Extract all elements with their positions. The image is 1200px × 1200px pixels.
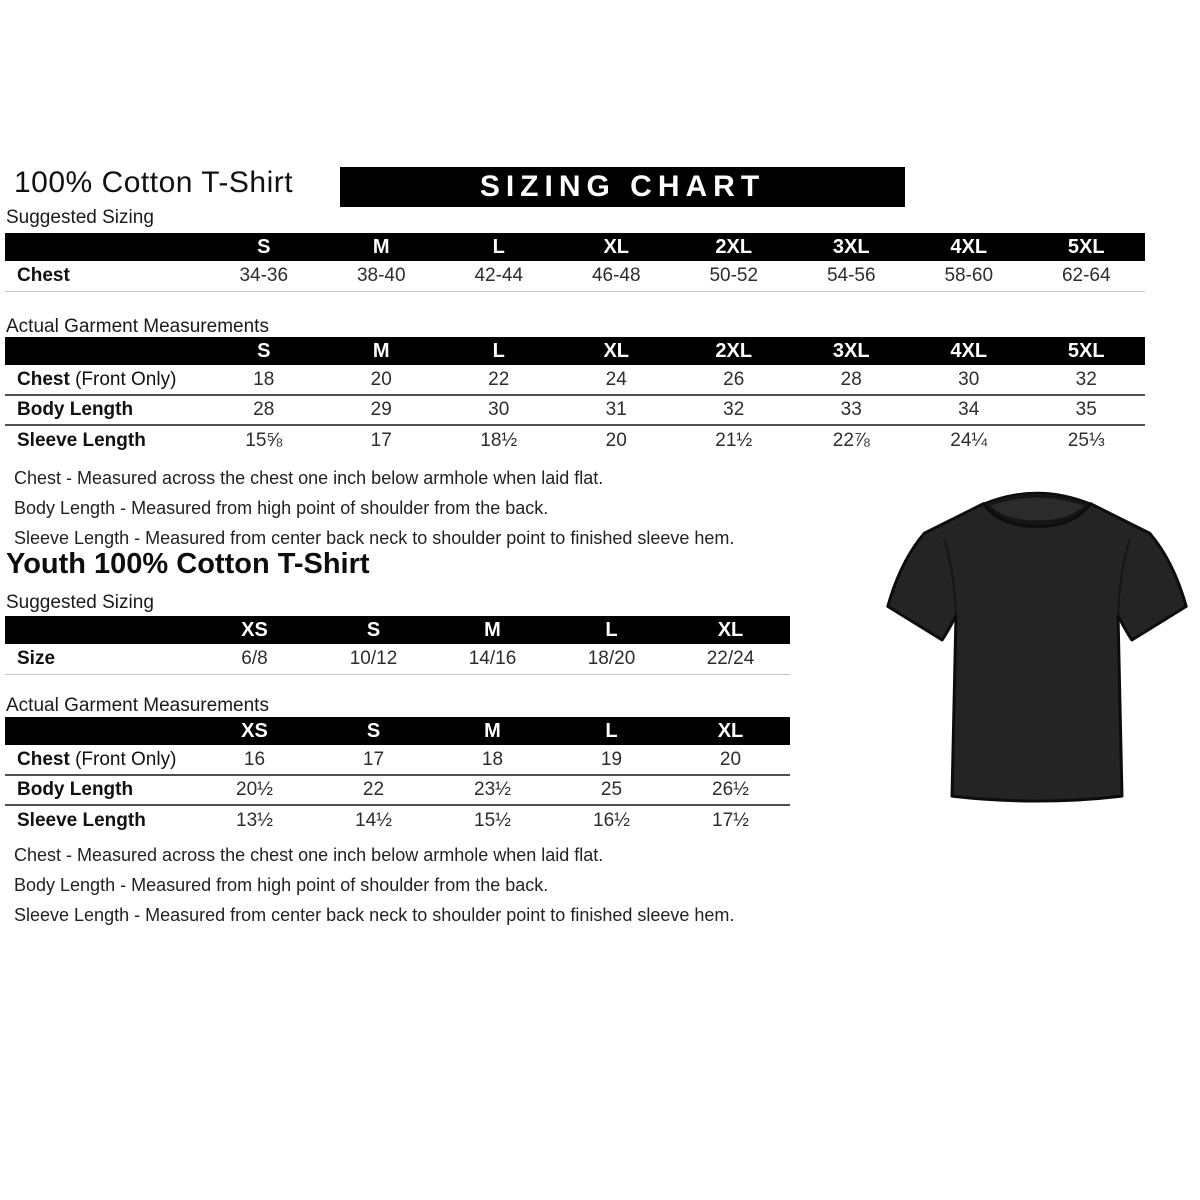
measurement-value: 25 [552,775,671,805]
size-column-header: XL [717,719,744,742]
size-column-header: L [492,235,505,258]
size-column-header: XL [603,235,630,258]
measurement-value: 18 [253,368,275,390]
youth-actual-measurements-table [5,717,790,835]
black-tshirt-photo [878,470,1196,806]
measurement-note: Chest - Measured across the chest one inch below armhole when laid flat. [14,845,604,865]
measurement-value: 20 [370,368,392,390]
youth-suggested-sizing-table [5,616,790,675]
size-column-header: 3XL [832,235,870,258]
youth-page-title: Youth 100% Cotton T-Shirt [6,548,370,580]
size-column-header: S [366,618,381,641]
size-column-header: XL [717,618,744,641]
measurement-note: Sleeve Length - Measured from center back neck to shoulder point to finished sleeve hem. [14,905,735,925]
measurement-value: 15⅝ [205,425,323,455]
size-column-header: S [257,339,271,362]
table-row [5,261,1145,291]
adult-measurement-notes [14,463,814,553]
row-label: Sleeve Length [5,805,195,835]
size-column-header: L [605,618,618,641]
measurement-value: 38-40 [323,261,441,291]
size-table-corner [5,717,195,745]
measurement-value: 15½ [433,805,552,835]
measurement-note: Chest - Measured across the chest one inch below armhole when laid flat. [14,468,604,488]
row-label: Chest (Front Only) [17,368,177,390]
measurement-value: 62-64 [1028,261,1146,291]
measurement-value: 24 [605,368,627,390]
size-column-header: 5XL [1067,235,1105,258]
measurement-value: 26½ [671,775,790,805]
size-table-corner [5,337,205,365]
size-column-header: L [605,719,618,742]
size-column-header: XS [241,719,268,742]
size-header-row [5,717,790,745]
table-row [5,644,790,674]
measurement-value: 14/16 [433,644,552,674]
measurement-value: 14½ [314,805,433,835]
measurement-value: 13½ [195,805,314,835]
size-header-row [5,337,1145,365]
table-row [5,395,1145,425]
measurement-value: 20 [719,748,742,770]
table-row [5,775,790,805]
size-column-header: 4XL [950,339,988,362]
size-column-header: XL [603,339,630,362]
measurement-value: 17½ [671,805,790,835]
measurement-value: 34-36 [205,261,323,291]
measurement-value: 16½ [552,805,671,835]
table-row [5,745,790,775]
measurement-value: 30 [440,395,558,425]
measurement-value: 18/20 [552,644,671,674]
table-row [5,425,1145,455]
measurement-value: 32 [675,395,793,425]
measurement-value: 28 [205,395,323,425]
size-column-header: 2XL [715,339,753,362]
row-label: Chest (Front Only) [17,748,177,770]
measurement-value: 18 [481,748,504,770]
measurement-value: 10/12 [314,644,433,674]
youth-measurement-notes [14,840,814,930]
size-column-header: 4XL [950,235,988,258]
measurement-value: 16 [243,748,266,770]
youth-actual-measurements-label: Actual Garment Measurements [6,695,269,716]
adult-suggested-sizing-table [5,233,1145,292]
size-header-row [5,233,1145,261]
measurement-value: 42-44 [440,261,558,291]
measurement-value: 20 [558,425,676,455]
size-column-header: 5XL [1067,339,1105,362]
measurement-value: 6/8 [195,644,314,674]
measurement-value: 23½ [433,775,552,805]
measurement-value: 22⅞ [793,425,911,455]
table-row [5,805,790,835]
measurement-value: 17 [323,425,441,455]
table-row [5,365,1145,395]
measurement-value: 20½ [195,775,314,805]
row-label: Body Length [5,395,205,425]
row-label: Sleeve Length [5,425,205,455]
measurement-value: 18½ [440,425,558,455]
measurement-value: 28 [840,368,862,390]
measurement-value: 34 [910,395,1028,425]
tshirt-illustration [878,470,1196,806]
adult-actual-measurements-label: Actual Garment Measurements [6,316,269,337]
size-column-header: M [372,339,390,362]
measurement-note: Sleeve Length - Measured from center back neck to shoulder point to finished sleeve hem. [14,528,735,548]
row-label: Size [5,644,195,674]
measurement-note: Body Length - Measured from high point of shoulder from the back. [14,498,549,518]
youth-suggested-sizing-label: Suggested Sizing [6,592,154,613]
measurement-value: 19 [600,748,623,770]
measurement-value: 22 [488,368,510,390]
measurement-value: 31 [558,395,676,425]
measurement-value: 30 [958,368,980,390]
size-column-header: S [257,235,271,258]
measurement-value: 24¼ [910,425,1028,455]
measurement-value: 26 [723,368,745,390]
measurement-value: 33 [793,395,911,425]
size-column-header: 2XL [715,235,753,258]
size-column-header: M [484,618,501,641]
measurement-value: 50-52 [675,261,793,291]
size-column-header: XS [241,618,268,641]
measurement-value: 22 [314,775,433,805]
measurement-value: 21½ [675,425,793,455]
measurement-value: 46-48 [558,261,676,291]
page-title: 100% Cotton T-Shirt [14,166,294,199]
row-label: Chest [5,261,205,291]
size-column-header: 3XL [832,339,870,362]
size-column-header: M [372,235,390,258]
size-table-corner [5,616,195,644]
size-header-row [5,616,790,644]
size-table-corner [5,233,205,261]
size-column-header: S [366,719,381,742]
measurement-value: 29 [323,395,441,425]
measurement-value: 25⅓ [1028,425,1146,455]
measurement-value: 32 [1075,368,1097,390]
measurement-value: 54-56 [793,261,911,291]
size-column-header: M [484,719,501,742]
measurement-note: Body Length - Measured from high point of shoulder from the back. [14,875,549,895]
tshirt-body-shape [888,504,1186,801]
adult-actual-measurements-table [5,337,1145,455]
measurement-value: 35 [1028,395,1146,425]
sizing-chart-banner: SIZING CHART [340,167,905,207]
measurement-value: 22/24 [671,644,790,674]
measurement-value: 17 [362,748,385,770]
size-column-header: L [492,339,505,362]
measurement-value: 58-60 [910,261,1028,291]
adult-suggested-sizing-label: Suggested Sizing [6,207,154,228]
row-label: Body Length [5,775,195,805]
